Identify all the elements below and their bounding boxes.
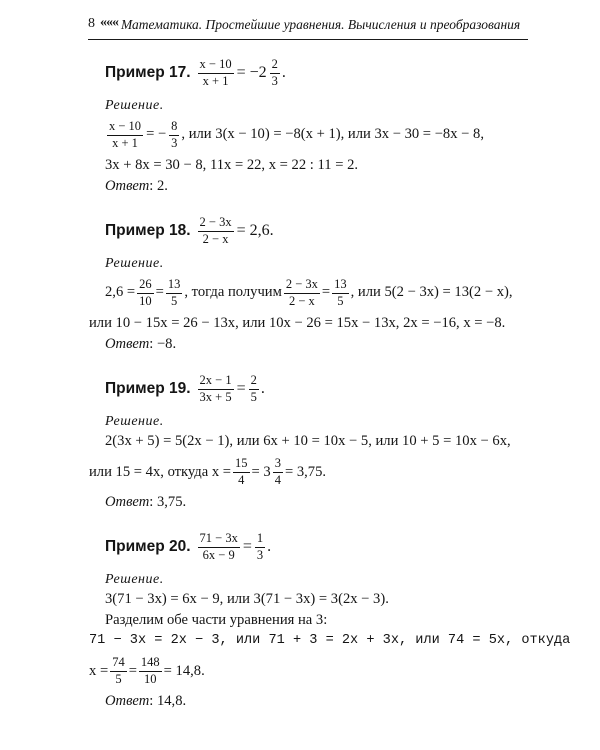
example-20-heading: Пример 20. $\frac{71 - 3x}{6x - 9}$ = $\frac{1}{3}$ . [105,530,272,562]
solution-label: Решение. [105,414,164,430]
solution-line: Разделим обе части уравнения на 3: [105,612,328,629]
example-17 [105,52,535,198]
answer-line: Ответ: 14,8. [105,693,187,710]
solution-line: 2,6 = $\frac{26}{10}$ = $\frac{13}{5}$ , тогда получим $\frac{2 - 3x}{2 - x}$ = $\frac{13}{5}$ , или 5(2 − 3x) = 13(2 − x), [105,276,513,308]
fraction: $\frac{8}{3}$ [171,118,178,150]
fraction: $\frac{13}{5}$ [334,276,347,308]
fraction: $\frac{13}{5}$ [167,276,181,308]
fraction: $\frac{x - 10}{x + 1}$ [109,118,142,150]
fraction: $\frac{2 - 3x}{2 - x}$ [285,276,318,308]
page-content [89,52,571,725]
answer-line: Ответ: −8. [105,336,177,353]
solution-line: 2(3x + 5) = 5(2x − 1), или 6x + 10 = 10x − 5, или 10 + 5 = 10x − 6x, [105,433,511,450]
page-number: 8 [88,16,95,31]
fraction: $\frac{1}{3}$ [256,530,264,562]
fraction: $\frac{74}{5}$ [112,654,125,686]
example-17-title: Пример 17. [105,64,191,81]
example-19 [89,368,535,514]
example-18 [89,210,535,356]
fraction: $\frac{71 - 3x}{6x - 9}$ [199,530,238,562]
fraction: $\frac{3}{4}$ [274,456,281,487]
example-18-heading: Пример 18. $\frac{2 - 3x}{2 - x}$ = 2,6. [105,214,274,246]
fraction: $\frac{2 - 3x}{2 - x}$ [199,214,232,246]
fraction: $\frac{2x - 1}{3x + 5}$ [199,372,232,404]
solution-line: x = $\frac{74}{5}$ = $\frac{148}{10}$ = 14,8. [89,654,205,686]
answer-line: Ответ: 2. [105,178,168,195]
solution-line: 71 − 3x = 2x − 3, или 71 + 3 = 2x + 3x, или 74 = 5x, откуда [89,633,571,649]
page-header [88,13,528,40]
solution-line: 3(71 − 3x) = 6x − 9, или 3(71 − 3x) = 3(2x − 3). [105,591,389,608]
solution-line: 3x + 8x = 30 − 8, 11x = 22, x = 22 : 11 = 2. [105,157,359,173]
example-20 [89,526,571,713]
answer-line: Ответ: 3,75. [105,494,187,511]
solution-line: или 15 = 4x, откуда x = $\frac{15}{4}$ = 3 $\frac{3}{4}$ = 3,75. [89,456,327,487]
fraction: $\frac{2}{3}$ [271,56,278,88]
fraction: $\frac{148}{10}$ [140,654,160,686]
solution-label: Решение. [105,98,164,113]
fraction: $\frac{26}{10}$ [139,276,152,308]
solution-line: или 10 − 15x = 26 − 13x, или 10x − 26 = 15x − 13x, 2x = −16, x = −8. [89,315,506,332]
fraction: $\frac{15}{4}$ [235,456,248,487]
solution-line: $\frac{x - 10}{x + 1}$ = − $\frac{8}{3}$ , или 3(x − 10) = −8(x + 1), или 3x − 30 = −8x − 8, [109,118,484,150]
example-20-title: Пример 20. [105,538,191,556]
example-19-heading: Пример 19. $\frac{2x - 1}{3x + 5}$ = $\frac{2}{5}$ . [105,372,265,404]
running-title: Математика. Простейшие уравнения. Вычисления и преобразования [121,17,521,32]
example-18-title: Пример 18. [105,222,191,240]
fraction: $\frac{2}{5}$ [250,372,257,404]
fraction: $\frac{x - 10}{x + 1}$ [199,56,232,88]
solution-label: Решение. [105,572,164,588]
solution-label: Решение. [105,256,164,272]
chevron-mark-icon: ««« [100,15,118,30]
example-19-title: Пример 19. [105,380,191,398]
example-17-heading: Пример 17. $\frac{x - 10}{x + 1}$ = −2 $\frac{2}{3}$ . [105,56,286,88]
